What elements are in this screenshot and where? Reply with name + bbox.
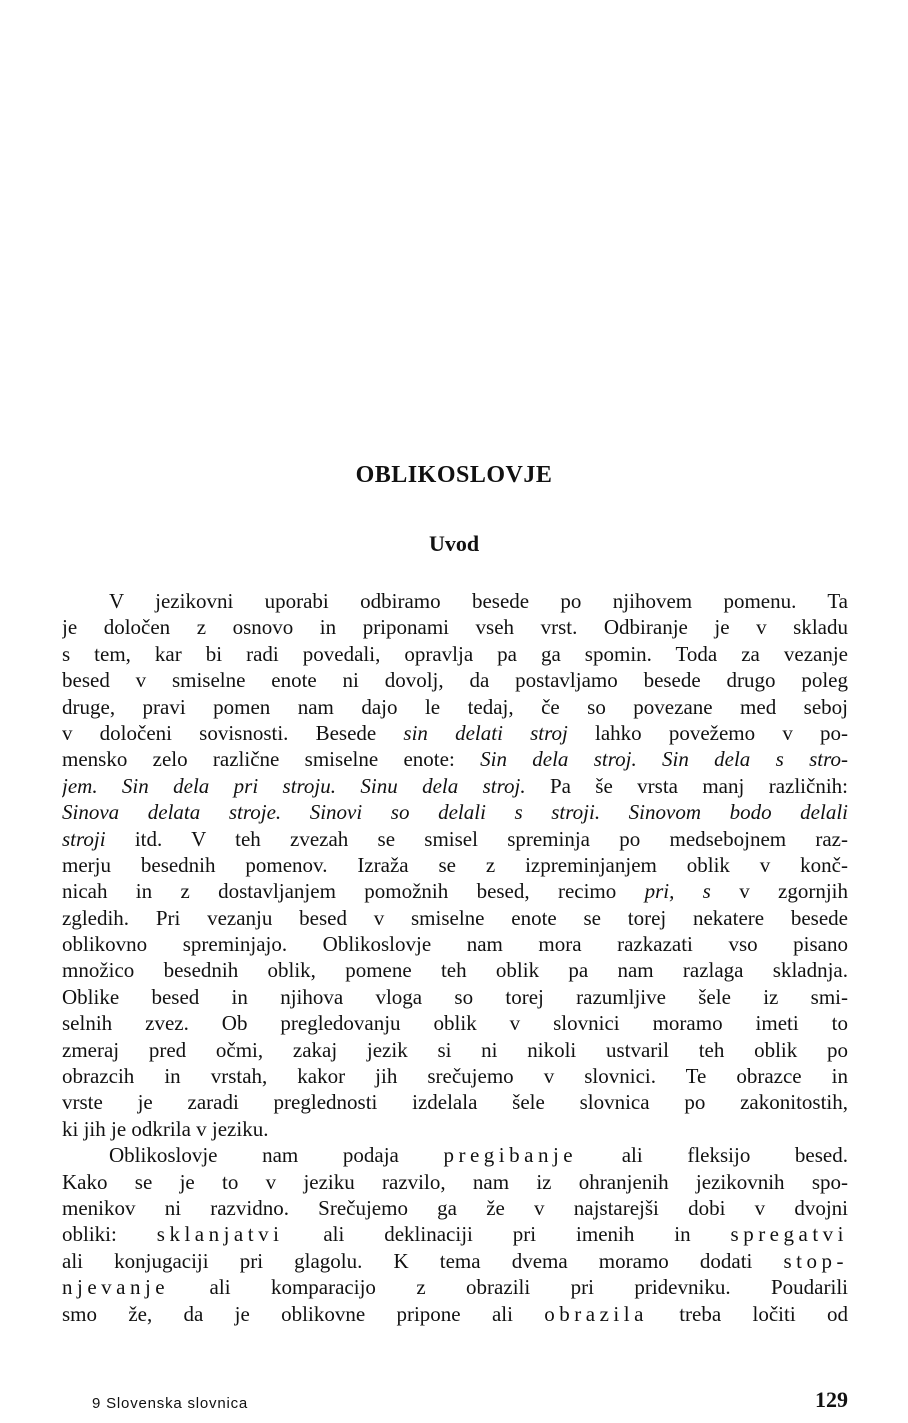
italic-run: Sinova delata stroje. Sinovi so delali s stroji. Sinovom bodo delali (62, 800, 848, 825)
italic-run: jem. Sin dela pri stroju. Sinu dela stroj. (62, 773, 526, 798)
text-run: smo že, da je oblikovne pripone ali (62, 1301, 545, 1326)
italic-run: sin delati stroj (403, 720, 568, 745)
text-run: oblikovno spreminjajo. Oblikoslovje nam mora razkazati vso pisano (62, 932, 848, 957)
text-line (62, 799, 848, 825)
spaced-term: stop- (783, 1248, 848, 1273)
text-run: ali deklinaciji pri imenih in (283, 1222, 731, 1247)
spaced-term: njevanje (62, 1275, 170, 1300)
text-line (62, 957, 848, 983)
text-run: s tem, kar bi radi povedali, opravlja pa ga spomin. Toda za vezanje (62, 641, 848, 666)
text-run: obrazcih in vrstah, kakor jih srečujemo v slovnici. Te obrazce in (62, 1064, 848, 1089)
text-run: V jezikovni uporabi odbiramo besede po njihovem pomenu. Ta (109, 589, 848, 613)
text-run: v določeni sovisnosti. Besede (62, 720, 404, 745)
text-line (62, 1010, 848, 1036)
text-line (62, 878, 848, 904)
text-run: množico besednih oblik, pomene teh oblik pa nam razlaga skladnja. (62, 958, 848, 983)
spaced-term: pregibanje (443, 1143, 578, 1168)
text-line (62, 852, 848, 878)
text-line (62, 746, 848, 772)
text-run: merju besednih pomenov. Izraža se z izpreminjanjem oblik v konč- (62, 852, 848, 877)
text-line (62, 720, 848, 746)
text-line (62, 667, 848, 693)
page-number: 129 (815, 1387, 848, 1412)
text-run: Oblike besed in njihova vloga so torej razumljive šele iz smi- (62, 984, 848, 1009)
chapter-title: OBLIKOSLOVJE (355, 462, 553, 488)
text-run: selnih zvez. Ob pregledovanju oblik v slovnici moramo imeti to (62, 1011, 848, 1036)
text-run: itd. V teh zvezah se smisel spreminja po medsebojnem raz- (105, 826, 848, 851)
text-run: Oblikoslovje nam podaja (109, 1143, 444, 1168)
text-run: menikov ni razvidno. Srečujemo ga že v najstarejši dobi v dvojni (62, 1195, 848, 1220)
text-line (62, 614, 848, 640)
text-run: lahko povežemo v po- (567, 720, 848, 745)
text-line (62, 1089, 848, 1115)
text-run: ali komparacijo z obrazili pri pridevniku. Poudarili (169, 1275, 848, 1300)
text-run: nicah in z dostavljanjem pomožnih besed, recimo (62, 879, 645, 904)
body-text (62, 588, 848, 1327)
text-run: vrste je zaradi preglednosti izdelala šele slovnica po zakonitostih, (62, 1090, 848, 1115)
text-line (62, 773, 848, 799)
text-run: treba ločiti od (647, 1301, 848, 1326)
text-line (62, 1169, 848, 1195)
text-line (62, 588, 848, 614)
spaced-term: obrazila (544, 1301, 648, 1326)
text-line (62, 1063, 848, 1089)
text-line (62, 905, 848, 931)
text-line (62, 1142, 848, 1168)
text-line (62, 694, 848, 720)
text-run: druge, pravi pomen nam dajo le tedaj, če so povezane med seboj (62, 694, 848, 719)
text-run: ali fleksijo besed. (577, 1143, 848, 1168)
section-title: Uvod (428, 531, 480, 556)
text-line (62, 641, 848, 667)
spaced-term: sklanjatvi (156, 1222, 284, 1247)
italic-run: pri, s (644, 879, 711, 904)
text-run: zgledih. Pri vezanju besed v smiselne enote se torej nekatere besede (62, 905, 848, 930)
text-run: zmeraj pred očmi, zakaj jezik si ni nikoli ustvaril teh oblik po (62, 1037, 848, 1062)
text-line (62, 984, 848, 1010)
text-run: obliki: (62, 1222, 157, 1247)
italic-run: stroji (62, 826, 106, 851)
text-run: ali konjugaciji pri glagolu. K tema dvema moramo dodati (62, 1248, 784, 1273)
text-run: mensko zelo različne smiselne enote: (62, 747, 481, 772)
text-run: je določen z osnovo in priponami vseh vrst. Odbiranje je v skladu (62, 615, 848, 640)
text-line (62, 1301, 848, 1327)
text-line (62, 1037, 848, 1063)
spaced-term: spregatvi (730, 1222, 848, 1247)
italic-run: Sin dela stroj. Sin dela s stro- (480, 747, 848, 772)
text-line (62, 1221, 848, 1247)
text-run: Kako se je to v jeziku razvilo, nam iz ohranjenih jezikovnih spo- (62, 1169, 848, 1194)
text-run: ki jih je odkrila v jeziku. (62, 1116, 269, 1141)
text-line (62, 1274, 848, 1300)
text-line (62, 1116, 848, 1142)
text-line (62, 1248, 848, 1274)
text-run: Pa še vrsta manj različnih: (525, 773, 848, 798)
text-line (62, 826, 848, 852)
text-line (62, 1195, 848, 1221)
signature-mark: 9 Slovenska slovnica (92, 1395, 249, 1412)
text-run: besed v smiselne enote ni dovolj, da postavljamo besede drugo poleg (62, 668, 848, 693)
text-run: v zgornjih (710, 879, 848, 904)
text-line (62, 931, 848, 957)
